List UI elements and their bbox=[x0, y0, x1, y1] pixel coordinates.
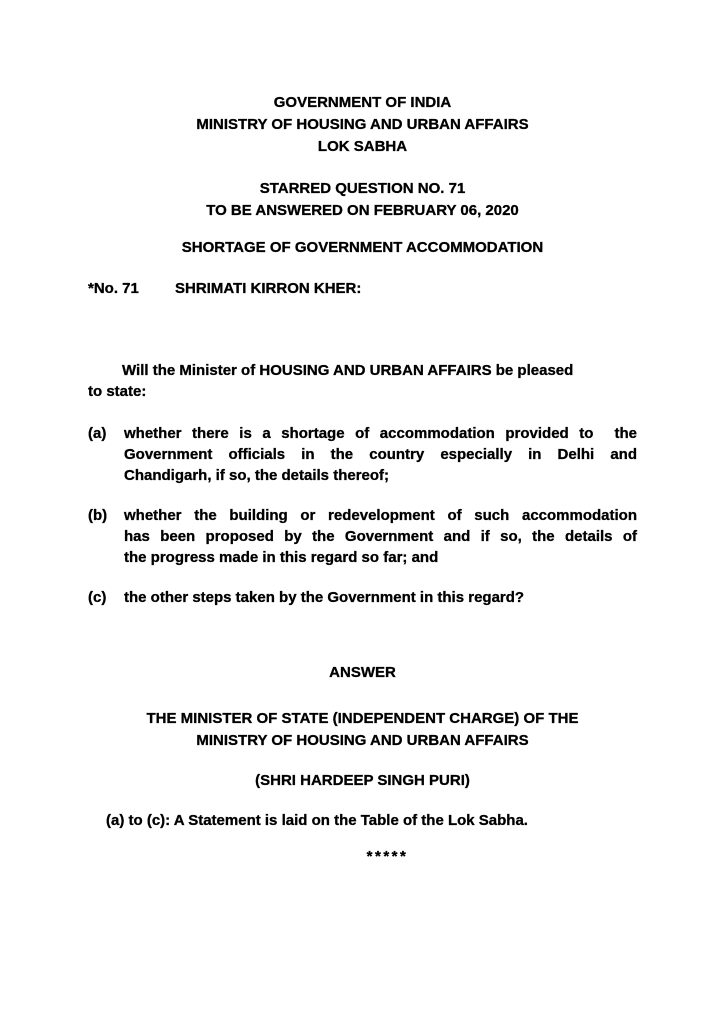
answer-heading: ANSWER bbox=[329, 664, 396, 681]
intro-line-2: to state: bbox=[88, 383, 147, 400]
answer-statement-line: (a) to (c): A Statement is laid on the Table of the Lok Sabha. bbox=[106, 812, 528, 829]
asker-line bbox=[88, 278, 637, 300]
document-content bbox=[88, 0, 637, 1024]
question-meta-block bbox=[88, 178, 637, 222]
question-number: *No. 71 bbox=[88, 280, 139, 297]
question-item-a bbox=[88, 423, 637, 486]
question-item-b-line-2: has been proposed by the Government and if so, the details of bbox=[124, 528, 637, 545]
question-item-b-label: (b) bbox=[88, 507, 108, 524]
question-item-a-line-2: Government officials in the country especially in Delhi and bbox=[124, 446, 637, 463]
starred-question-number-line: STARRED QUESTION NO. 71 bbox=[259, 180, 466, 197]
minister-title-block bbox=[88, 708, 637, 752]
question-item-a-label: (a) bbox=[88, 425, 107, 442]
question-item-b bbox=[88, 505, 637, 568]
header-government-line: GOVERNMENT OF INDIA bbox=[273, 94, 452, 111]
intro-paragraph bbox=[88, 360, 637, 402]
intro-line-1: Will the Minister of HOUSING AND URBAN AFFAIRS be pleased bbox=[122, 362, 574, 379]
question-item-b-line-1: whether the building or redevelopment of such accommodation bbox=[124, 507, 637, 524]
member-name: SHRIMATI KIRRON KHER: bbox=[175, 280, 362, 297]
header-house-line: LOK SABHA bbox=[317, 138, 408, 155]
question-item-c-line-1: the other steps taken by the Government in this regard? bbox=[124, 589, 525, 606]
minister-name: (SHRI HARDEEP SINGH PURI) bbox=[255, 772, 470, 789]
document-header bbox=[88, 92, 637, 158]
header-ministry-line: MINISTRY OF HOUSING AND URBAN AFFAIRS bbox=[196, 116, 529, 133]
end-of-document-stars: ***** bbox=[366, 848, 409, 865]
question-item-c-label: (c) bbox=[88, 589, 107, 606]
question-item-c bbox=[88, 587, 637, 608]
question-item-a-line-3: Chandigarh, if so, the details thereof; bbox=[124, 467, 390, 484]
question-item-b-line-3: the progress made in this regard so far; and bbox=[124, 549, 439, 566]
question-item-a-line-1: whether there is a shortage of accommodation provided to the bbox=[124, 425, 637, 442]
minister-title-line-1: THE MINISTER OF STATE (INDEPENDENT CHARGE) OF THE bbox=[146, 710, 579, 727]
subject-title: SHORTAGE OF GOVERNMENT ACCOMMODATION bbox=[181, 239, 544, 256]
answer-date-line: TO BE ANSWERED ON FEBRUARY 06, 2020 bbox=[206, 202, 519, 219]
minister-title-line-2: MINISTRY OF HOUSING AND URBAN AFFAIRS bbox=[196, 732, 529, 749]
